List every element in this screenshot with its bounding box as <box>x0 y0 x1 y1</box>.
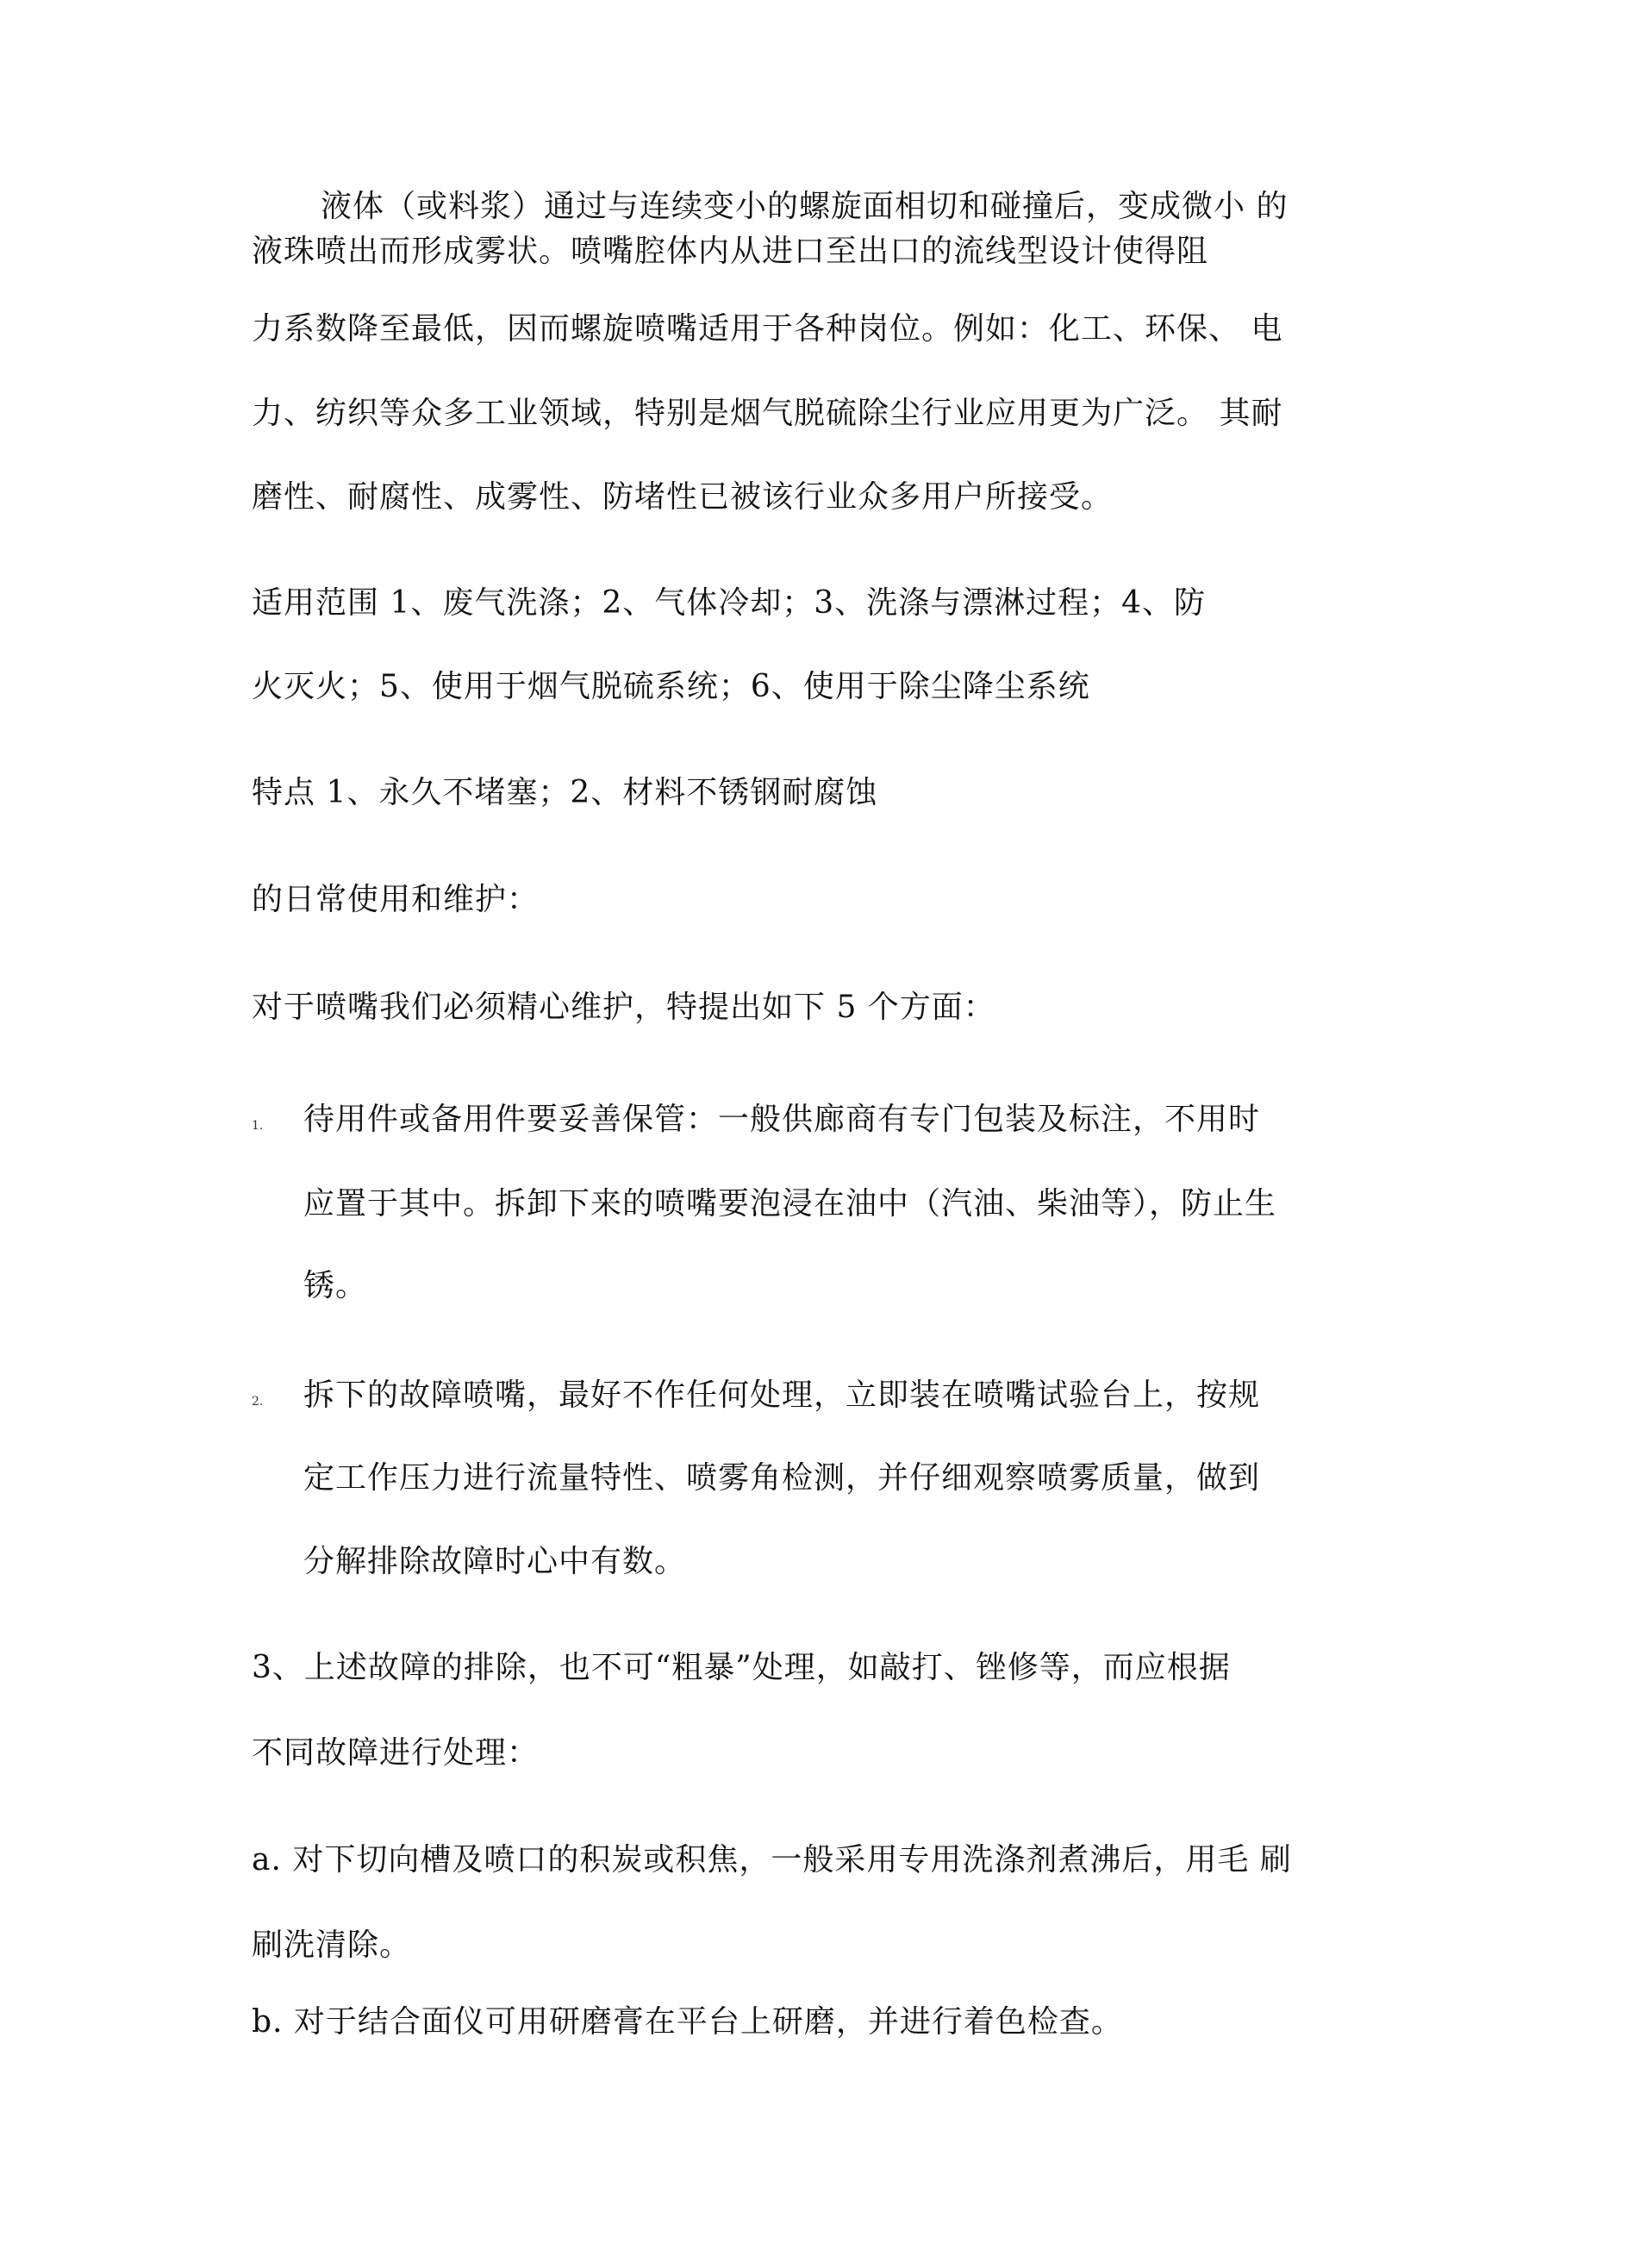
item-1-line-1: 待用件或备用件要妥善保管：一般供廊商有专门包装及标注，不用时 <box>303 1102 1261 1137</box>
item-3-line-1: 3、上述故障的排除，也不可“粗暴”处理，如敲打、锉修等，而应根据 <box>252 1650 1231 1685</box>
intro-line-4: 力、纺织等众多工业领域，特别是烟气脱硫除尘行业应用更为广泛。 其耐 <box>252 396 1283 431</box>
maintenance-heading: 的日常使用和维护： <box>252 882 540 917</box>
item-1-line-2: 应置于其中。拆卸下来的喷嘴要泡浸在油中（汽油、柴油等），防止生 <box>303 1186 1277 1221</box>
item-3-line-2: 不同故障进行处理： <box>252 1735 540 1771</box>
scope-line-2: 火灭火；5、使用于烟气脱硫系统；6、使用于除尘降尘系统 <box>252 669 1090 704</box>
sub-a-line-2: 刷洗清除。 <box>252 1927 412 1963</box>
scope-line-1: 适用范围 1、废气洗涤；2、气体冷却；3、洗涤与漂淋过程；4、防 <box>252 585 1207 621</box>
intro-line-3: 力系数降至最低，因而螺旋喷嘴适用于各种岗位。例如：化工、环保、 电 <box>252 311 1283 347</box>
item-2-line-2: 定工作压力进行流量特性、喷雾角检测，并仔细观察喷雾质量，做到 <box>303 1460 1261 1496</box>
item-1-line-3: 锈。 <box>303 1268 368 1303</box>
intro-line-2: 液珠喷出而形成雾状。喷嘴腔体内从进口至出口的流线型设计使得阻 <box>252 234 1209 269</box>
item-1-number: 1. <box>252 1119 264 1133</box>
item-2-line-1: 拆下的故障喷嘴，最好不作任何处理，立即装在喷嘴试验台上，按规 <box>303 1378 1261 1413</box>
sub-a-line-1: a. 对下切向槽及喷口的积炭或积焦，一般采用专用洗涤剂煮沸后，用毛 刷 <box>252 1842 1292 1878</box>
sub-b-line-1: b. 对于结合面仪可用研磨膏在平台上研磨，并进行着色检查。 <box>252 2004 1123 2040</box>
intro-line-5: 磨性、耐腐性、成雾性、防堵性已被该行业众多用户所接受。 <box>252 479 1114 515</box>
maintenance-intro: 对于喷嘴我们必须精心维护，特提出如下 5 个方面： <box>252 990 995 1025</box>
intro-line-1: 液体（或料浆）通过与连续变小的螺旋面相切和碰撞后，变成微小 的 <box>321 189 1289 224</box>
item-2-number: 2. <box>252 1395 264 1409</box>
features-line: 特点 1、永久不堵塞；2、材料不锈钢耐腐蚀 <box>252 775 878 810</box>
item-2-line-3: 分解排除故障时心中有数。 <box>303 1544 687 1579</box>
